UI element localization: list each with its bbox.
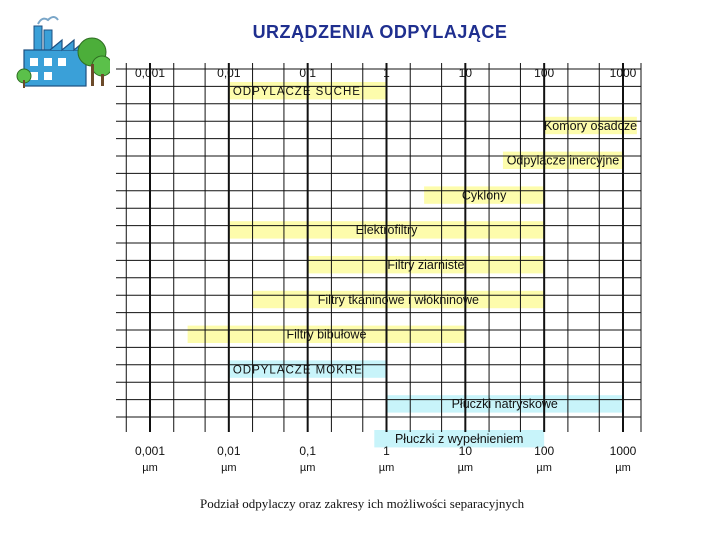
page-title: URZĄDZENIA ODPYLAJĄCE <box>252 22 508 42</box>
device-label: Komory osadcze <box>543 118 638 133</box>
x-tick-label-top: 10 <box>458 66 473 80</box>
device-label: Cyklony <box>461 188 507 203</box>
x-tick-label-top: 1 <box>383 66 390 80</box>
device-label: Filtry ziarniste <box>387 258 465 272</box>
x-tick-label-bottom: 0,001 <box>134 444 166 458</box>
x-unit-label: µm <box>142 462 158 474</box>
x-tick-label-top: 0,1 <box>299 66 317 80</box>
device-label: Filtry tkaninowe i włókninowe <box>317 292 479 307</box>
x-unit-label: µm <box>457 462 474 474</box>
x-unit-label: µm <box>615 462 631 474</box>
x-unit-label: µm <box>536 462 552 474</box>
device-label: Płuczki natryskowe <box>451 397 558 412</box>
x-tick-label-top: 0,001 <box>134 66 166 80</box>
x-tick-label-bottom: 0,1 <box>299 444 317 458</box>
device-label: Filtry bibułowe <box>286 327 367 342</box>
x-unit-label: µm <box>221 462 237 474</box>
x-unit-label: µm <box>378 462 395 474</box>
x-tick-label-bottom: 1 <box>383 444 390 458</box>
x-tick-label-top: 100 <box>534 66 555 80</box>
device-label: Płuczki z wypełnieniem <box>394 432 524 446</box>
x-tick-label-bottom: 0,01 <box>217 444 241 458</box>
x-tick-label-bottom: 1000 <box>609 444 637 458</box>
device-label: Odpylacze inercyjne <box>506 153 620 168</box>
x-tick-label-top: 0,01 <box>217 66 241 80</box>
device-label: Elektrofiltry <box>355 223 418 238</box>
x-tick-label-top: 1000 <box>609 66 637 80</box>
group-header-label: ODPYLACZE MOKRE <box>232 364 363 377</box>
x-tick-label-bottom: 100 <box>534 444 555 458</box>
group-header-label: ODPYLACZE SUCHE <box>232 86 361 98</box>
chart-caption: Podział odpylaczy oraz zakresy ich możliwości separacyjnych <box>200 496 525 511</box>
x-unit-label: µm <box>299 462 316 474</box>
x-tick-label-bottom: 10 <box>458 444 473 458</box>
